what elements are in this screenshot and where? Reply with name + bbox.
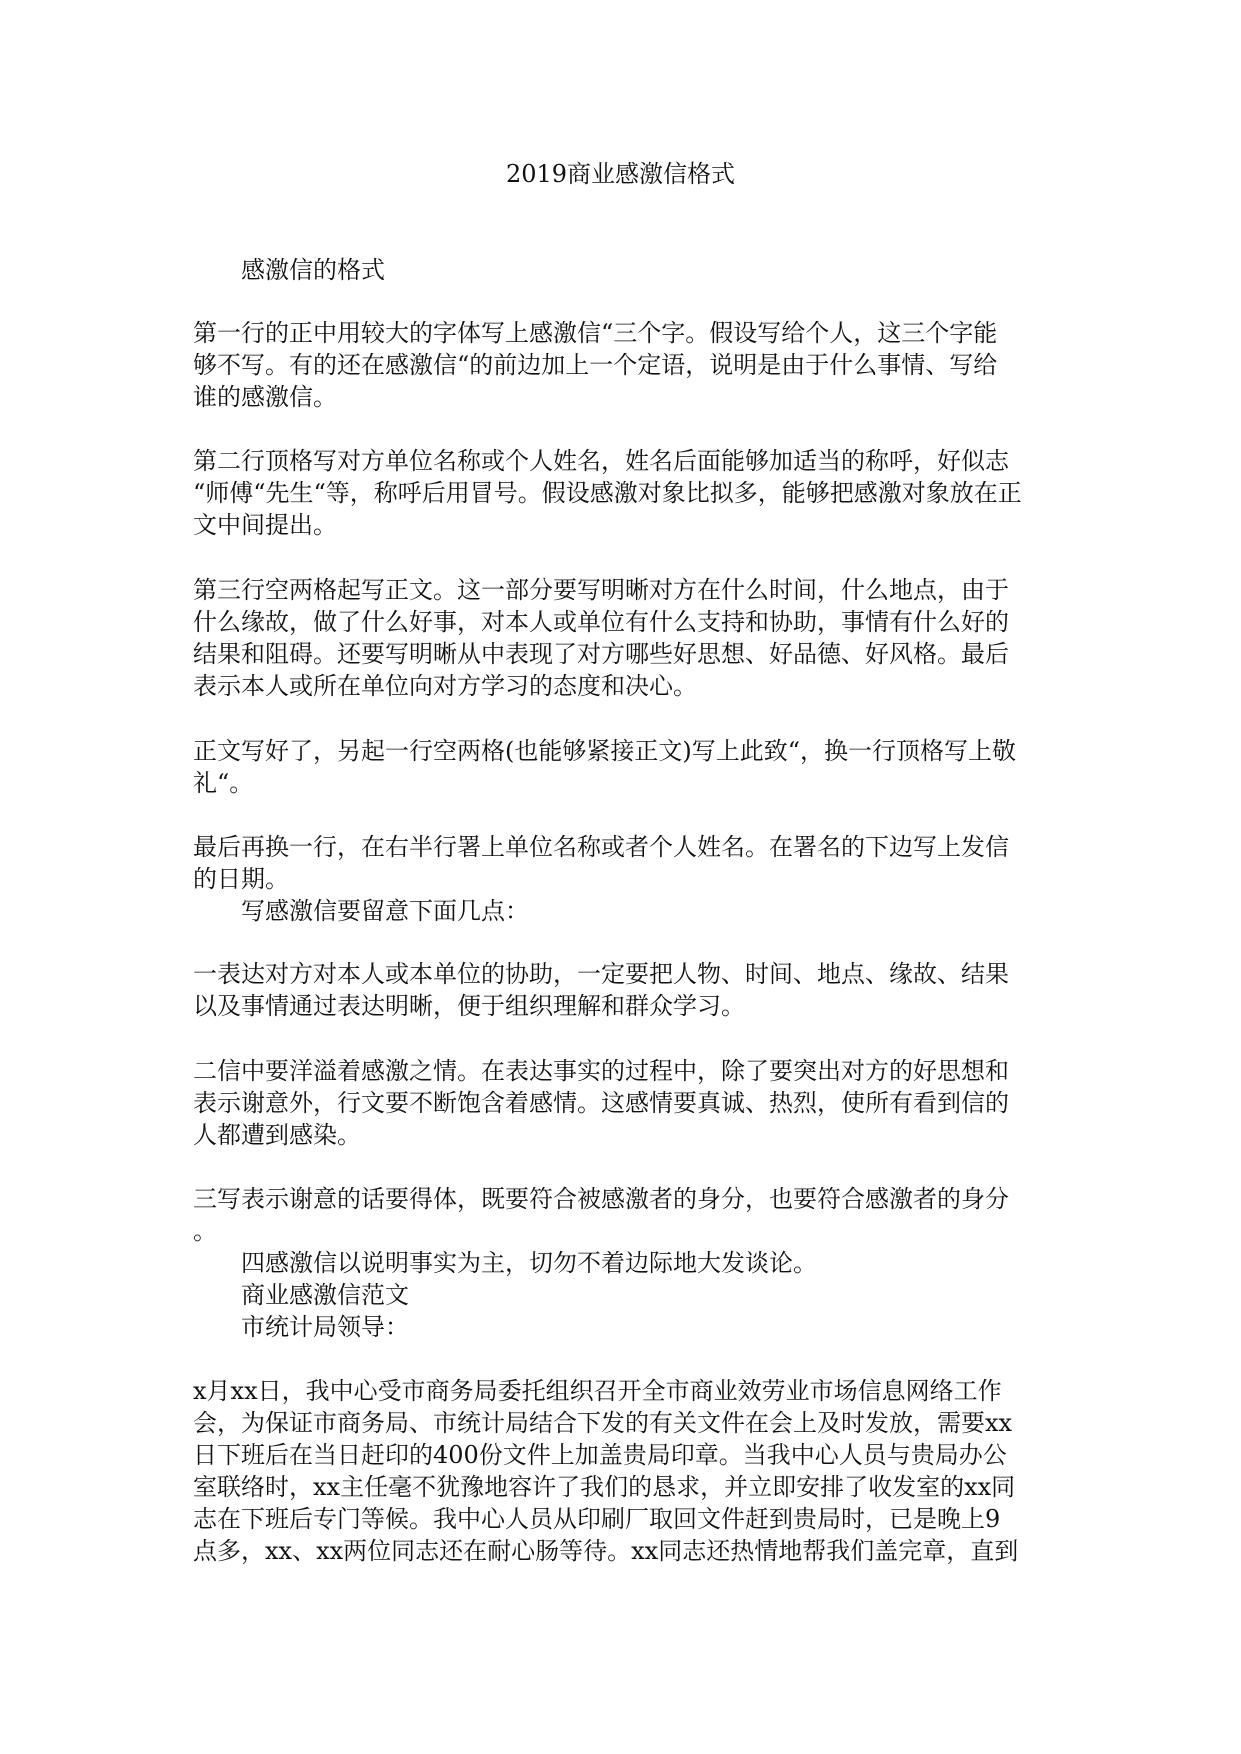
para-line: 会，为保证市商务局、市统计局结合下发的有关文件在会上及时发放，需要xx [193,1409,1013,1437]
para-line: 人都遭到感染。 [193,1121,361,1149]
para-line: 正文写好了，另起一行空两格(也能够紧接正文)写上此致“，换一行顶格写上敬 [193,737,1016,765]
para-line: 什么缘故，做了什么好事，对本人或单位有什么支持和协助，事情有什么好的 [193,608,1009,636]
para-line: 市统计局领导： [241,1313,409,1341]
para-4 [193,735,1053,799]
para-line: 的日期。 [193,865,289,893]
para-line: 表示谢意外，行文要不断饱含着感情。这感情要真诚、热烈，使所有看到信的 [193,1089,1009,1117]
para-line: 最后再换一行，在右半行署上单位名称或者个人姓名。在署名的下边写上发信 [193,833,1009,861]
para-12 [241,1311,1053,1343]
para-line: 文中间提出。 [193,511,337,539]
para-line: 表示本人或所在单位向对方学习的态度和决心。 [193,672,697,700]
para-line: 。 [193,1217,217,1245]
para-line: 日下班后在当日赶印的400份文件上加盖贵局印章。当我中心人员与贵局办公 [193,1441,1007,1469]
para-line: x月xx日，我中心受市商务局委托组织召开全市商业效劳业市场信息网络工作 [193,1377,1002,1405]
para-line: “师傅“先生“等，称呼后用冒号。假设感激对象比拟多，能够把感激对象放在正 [193,479,1022,507]
para-line: 以及事情通过表达明晰，便于组织理解和群众学习。 [193,992,745,1020]
para-line: 写感激信要留意下面几点： [241,897,529,925]
para-line: 结果和阻碍。还要写明晰从中表现了对方哪些好思想、好品德、好风格。最后 [193,640,1009,668]
para-line: 三写表示谢意的话要得体，既要符合被感激者的身分，也要符合感激者的身分 [193,1185,1009,1213]
para-line: 礼“。 [193,769,254,797]
para-line: 商业感激信范文 [241,1281,409,1309]
document-title: 2019商业感激信格式 [505,160,736,188]
para-6 [241,895,1053,927]
para-7 [193,958,1053,1022]
para-line: 第二行顶格写对方单位名称或个人姓名，姓名后面能够加适当的称呼，好似志 [193,447,1009,475]
para-line: 够不写。有的还在感激信“的前边加上一个定语，说明是由于什么事情、写给 [193,351,998,379]
para-9 [193,1183,1053,1247]
para-5 [193,831,1053,895]
para-line: 志在下班后专门等候。我中心人员从印刷厂取回文件赶到贵局时，已是晚上9 [193,1505,1001,1533]
para-2 [193,445,1053,541]
para-3 [193,574,1053,702]
para-10 [241,1247,1053,1279]
para-line: 二信中要洋溢着感激之情。在表达事实的过程中，除了要突出对方的好思想和 [193,1057,1009,1085]
para-8 [193,1055,1053,1151]
para-line: 第三行空两格起写正文。这一部分要写明晰对方在什么时间，什么地点，由于 [193,576,1009,604]
para-line: 一表达对方对本人或本单位的协助，一定要把人物、时间、地点、缘故、结果 [193,960,1009,988]
para-line: 室联络时，xx主任毫不犹豫地容许了我们的恳求，并立即安排了收发室的xx同 [193,1473,1016,1501]
para-0 [241,254,1053,286]
para-line: 点多，xx、xx两位同志还在耐心肠等待。xx同志还热情地帮我们盖完章，直到 [193,1537,1019,1565]
para-line: 谁的感激信。 [193,383,337,411]
para-line: 四感激信以说明事实为主，切勿不着边际地大发谈论。 [241,1249,817,1277]
para-line: 第一行的正中用较大的字体写上感激信“三个字。假设写给个人，这三个字能 [193,319,998,347]
para-1 [193,317,1053,413]
para-11 [241,1279,1053,1311]
para-line: 感激信的格式 [241,256,385,284]
para-13 [193,1375,1053,1567]
